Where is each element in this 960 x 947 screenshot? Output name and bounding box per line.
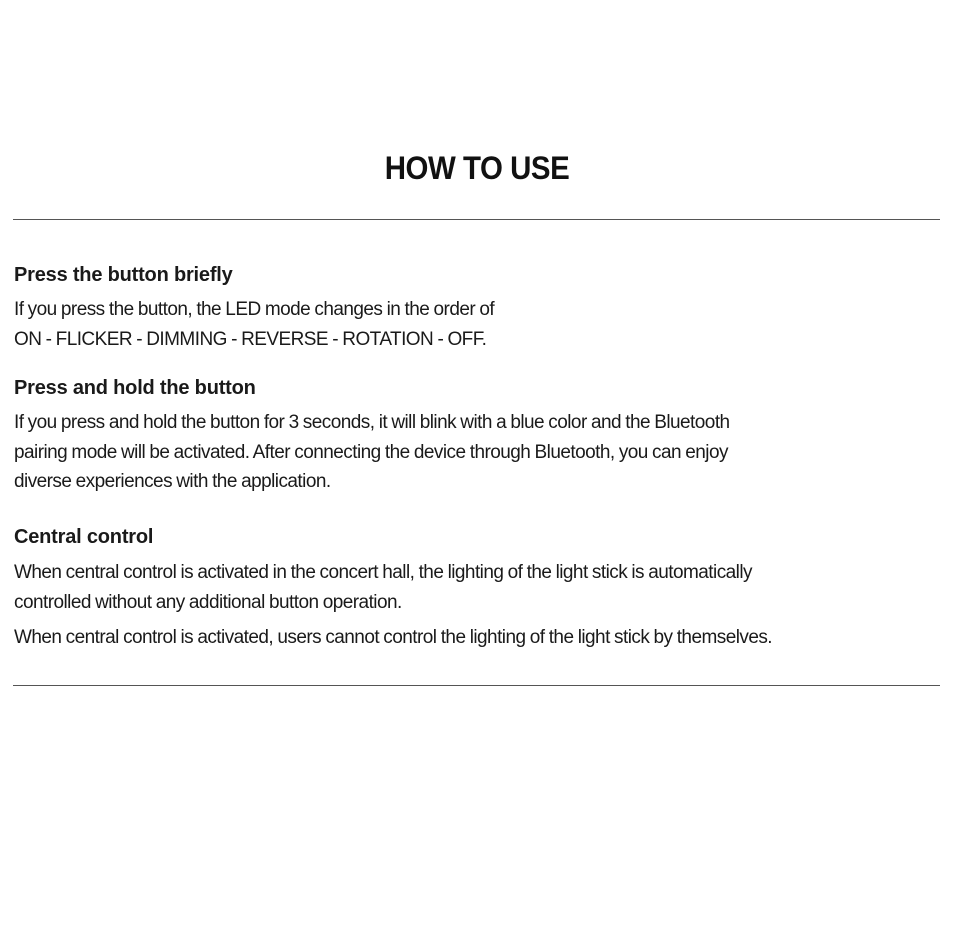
section-central-control (14, 523, 944, 653)
section-press-briefly (14, 261, 944, 354)
section-text-line: diverse experiences with the application. (14, 471, 331, 492)
section-heading: Press the button briefly (14, 264, 233, 286)
page-title: HOW TO USE (384, 150, 570, 186)
section-text-line: When central control is activated in the concert hall, the lighting of the light stick is automatically (14, 562, 752, 583)
section-heading: Central control (14, 526, 154, 548)
section-heading: Press and hold the button (14, 377, 256, 399)
top-divider (13, 219, 940, 220)
section-text-line: If you press and hold the button for 3 seconds, it will blink with a blue color and the Bluetooth (14, 412, 730, 433)
section-text-line: pairing mode will be activated. After connecting the device through Bluetooth, you can enjoy (14, 441, 728, 463)
section-text-line: If you press the button, the LED mode changes in the order of (14, 299, 495, 320)
bottom-divider (13, 685, 940, 686)
section-note: When central control is activated, users cannot control the lighting of the light stick by themselves. (14, 627, 773, 648)
section-press-hold (14, 374, 944, 497)
section-text-line: ON - FLICKER - DIMMING - REVERSE - ROTATION - OFF. (14, 328, 487, 350)
section-text-line: controlled without any additional button operation. (14, 591, 402, 613)
